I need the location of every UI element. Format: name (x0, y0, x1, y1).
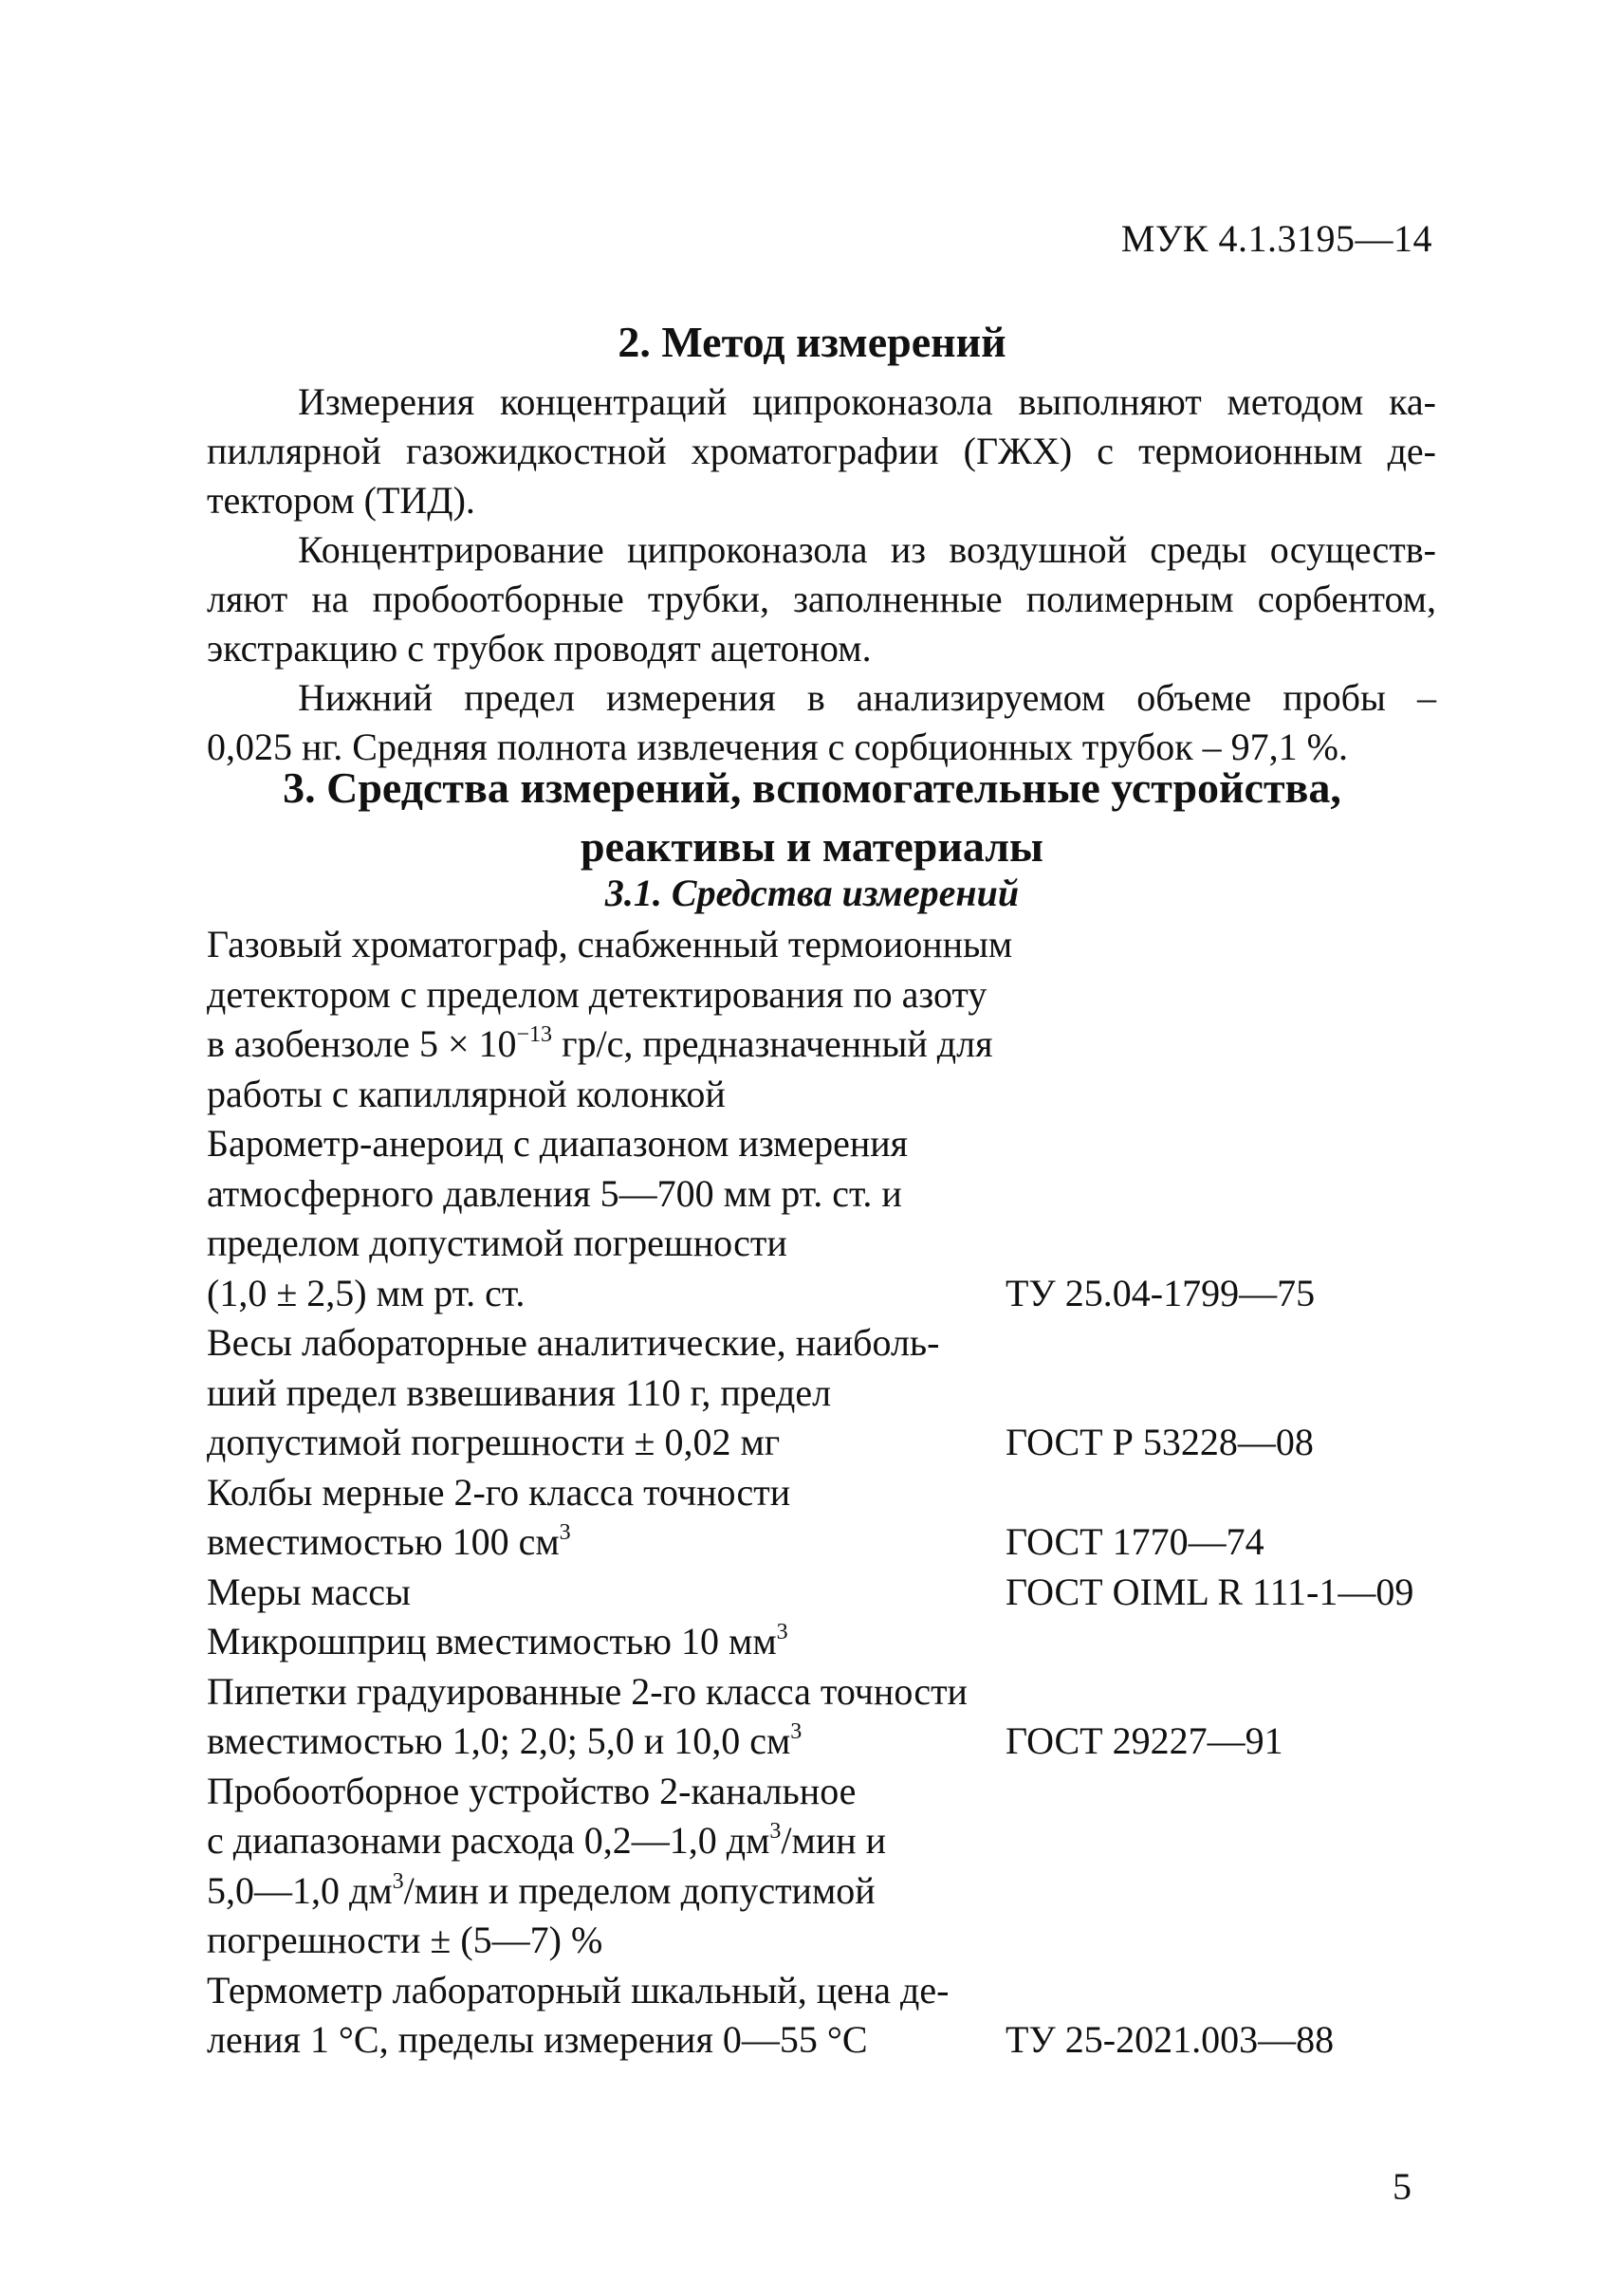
page-number: 5 (1393, 2165, 1412, 2208)
item-line: пределом допустимой погрешности (207, 1221, 787, 1264)
item-line (207, 1019, 1006, 1070)
text-line: экстракцию с трубок проводят ацетоном. (207, 627, 872, 670)
list-item (207, 1568, 1440, 1618)
item-description (207, 1667, 1006, 1767)
item-line: детектором с пределом детектирования по азоту (207, 972, 987, 1016)
superscript: 3 (790, 1719, 803, 1744)
item-description (207, 1468, 1006, 1568)
list-item (207, 1966, 1440, 2066)
list-item (207, 1468, 1440, 1568)
item-description (207, 1617, 1006, 1667)
section-2-paragraph-limit (207, 673, 1436, 772)
item-line (207, 1816, 1006, 1866)
item-description (207, 1568, 1006, 1618)
text-line: пиллярной газожидкостной хроматографии (ГЖХ) с термоионным де- (207, 430, 1436, 472)
item-line: ший предел взвешивания 110 г, предел (207, 1370, 832, 1414)
item-line: ления 1 °С, пределы измерения 0—55 °С (207, 2018, 868, 2061)
item-description (207, 1119, 1006, 1318)
item-line: Колбы мерные 2-го класса точности (207, 1470, 791, 1514)
measuring-instruments-list (207, 920, 1440, 2066)
item-line (207, 1517, 1006, 1568)
item-standard: ТУ 25.04-1799—75 (1006, 1271, 1316, 1314)
section-2-paragraph-method (207, 377, 1436, 525)
item-text: /мин и пределом допустимой (403, 1868, 876, 1912)
item-line: атмосферного давления 5—700 мм рт. ст. и (207, 1171, 902, 1215)
item-text: с диапазонами расхода 0,2—1,0 дм (207, 1819, 770, 1862)
item-line: Газовый хроматограф, снабженный термоионным (207, 923, 1013, 965)
item-line: погрешности ± (5—7) % (207, 1919, 603, 1961)
text-line: Измерения концентраций ципроконазола выполняют методом ка- (298, 380, 1436, 423)
item-description (207, 1318, 1006, 1468)
item-description (207, 1966, 1006, 2066)
section-3-title-line: реактивы и материалы (581, 822, 1043, 871)
section-2-paragraph-concentration (207, 525, 1436, 673)
text-line: Концентрирование ципроконазола из воздушной среды осуществ- (298, 528, 1436, 571)
item-line (207, 1617, 1006, 1667)
subsection-3-1-title: 3.1. Средства измерений (604, 872, 1020, 914)
superscript: 3 (559, 1520, 571, 1545)
section-3-title-line: 3. Средства измерений, вспомогательные устройства, (283, 763, 1341, 812)
text-line: Нижний предел измерения в анализируемом объеме пробы – (298, 676, 1436, 719)
superscript: −13 (516, 1022, 553, 1047)
item-description (207, 1767, 1006, 1966)
item-line (207, 1717, 1006, 1767)
item-line: Весы лабораторные аналитические, наиболь- (207, 1321, 940, 1364)
item-line: допустимой погрешности ± 0,02 мг (207, 1421, 781, 1463)
item-line: работы с капиллярной колонкой (207, 1072, 726, 1115)
list-item (207, 1119, 1440, 1318)
item-line: Меры массы (207, 1570, 411, 1613)
item-text: гр/с, предназначенный для (552, 1022, 993, 1065)
superscript: 3 (392, 1868, 404, 1894)
item-line (207, 1866, 1006, 1917)
item-line: Термометр лабораторный шкальный, цена де- (207, 1968, 950, 2011)
text-line: тектором (ТИД). (207, 479, 475, 522)
section-2-title: 2. Метод измерений (618, 318, 1006, 366)
item-line: Барометр-анероид с диапазоном измерения (207, 1122, 909, 1165)
text-line: 0,025 нг. Средняя полнота извлечения с сорбционных трубок – 97,1 %. (207, 726, 1348, 768)
text-line: ляют на пробоотборные трубки, заполненные полимерным сорбентом, (207, 578, 1436, 620)
item-standard: ГОСТ Р 53228—08 (1006, 1421, 1314, 1463)
item-text: в азобензоле 5 × 10 (207, 1022, 517, 1065)
item-line: Пробоотборное устройство 2-канальное (207, 1769, 857, 1812)
item-text: вместимостью 1,0; 2,0; 5,0 и 10,0 см (207, 1719, 791, 1762)
superscript: 3 (776, 1620, 788, 1644)
list-item (207, 1767, 1440, 1966)
item-text: вместимостью 100 см (207, 1520, 560, 1563)
item-description (207, 920, 1013, 1119)
list-item (207, 1667, 1440, 1767)
list-item (207, 1617, 1440, 1667)
item-line: (1,0 ± 2,5) мм рт. ст. (207, 1271, 526, 1314)
item-line: Пипетки градуированные 2-го класса точности (207, 1669, 968, 1713)
section-3-title (0, 759, 1624, 876)
superscript: 3 (769, 1819, 782, 1844)
item-standard: ГОСТ 1770—74 (1006, 1520, 1264, 1563)
item-standard: ГОСТ OIML R 111-1—09 (1006, 1570, 1414, 1613)
item-text: Микрошприц вместимостью 10 мм (207, 1620, 777, 1662)
item-text: 5,0—1,0 дм (207, 1868, 393, 1912)
item-text: /мин и (781, 1819, 887, 1862)
list-item (207, 1318, 1440, 1468)
list-item (207, 920, 1440, 1119)
document-code: МУК 4.1.3195—14 (1120, 217, 1432, 260)
item-standard: ГОСТ 29227—91 (1006, 1719, 1283, 1762)
item-standard: ТУ 25-2021.003—88 (1006, 2018, 1335, 2061)
